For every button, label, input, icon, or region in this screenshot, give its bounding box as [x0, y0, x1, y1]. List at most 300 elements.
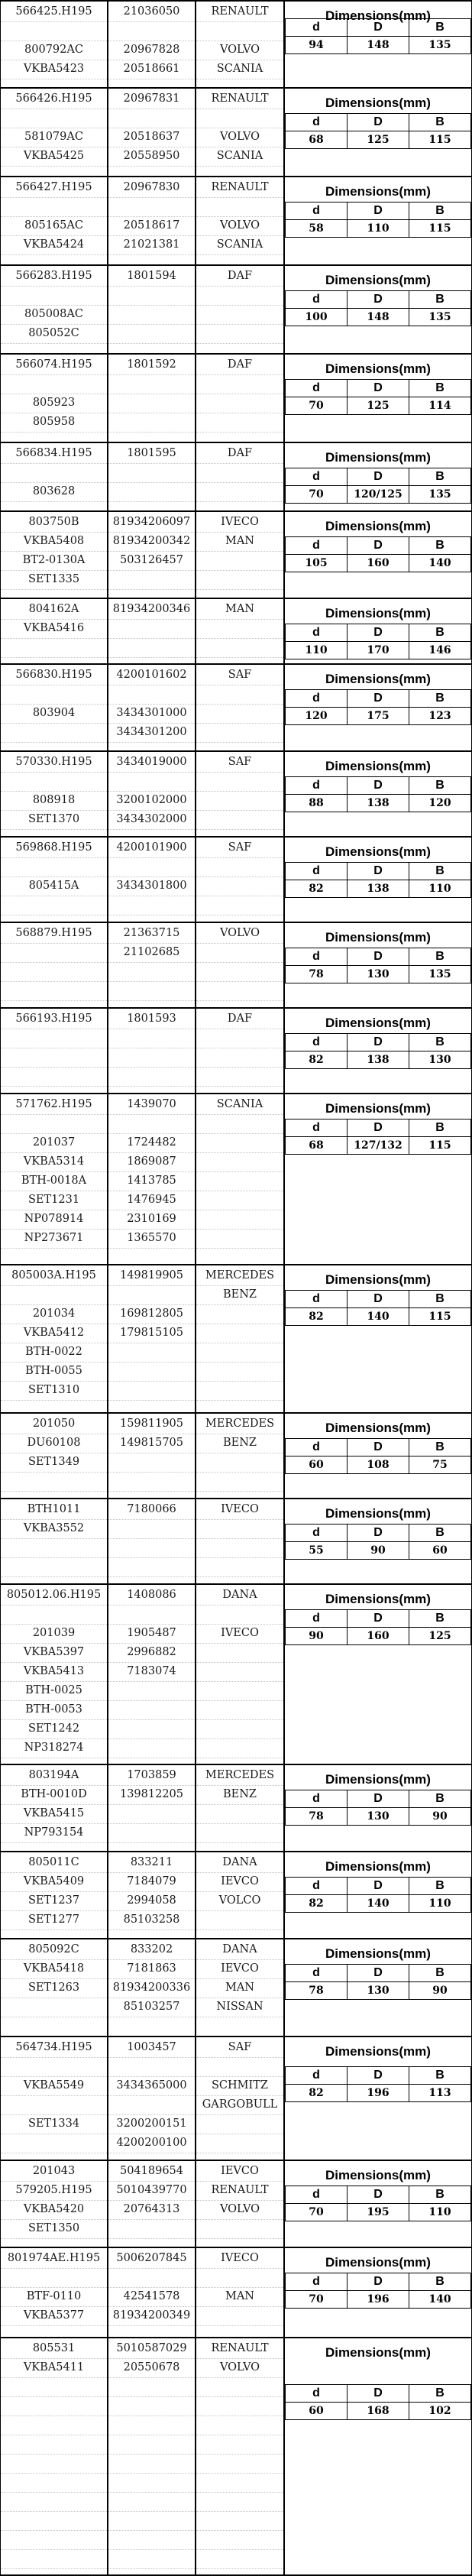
inner-diameter-value: 70 [286, 397, 348, 415]
cell-line [196, 394, 283, 413]
cell-line [196, 1230, 283, 1249]
cell-line [196, 773, 283, 792]
cell-line [196, 1134, 283, 1153]
width-value: 90 [409, 1982, 471, 2000]
cell-line [196, 963, 283, 982]
dimension-label-b: B [409, 1291, 471, 1308]
cross-reference-column [1, 267, 107, 344]
catalog-row [1, 87, 471, 176]
cell-line: 1801593 [108, 1010, 195, 1029]
outer-diameter-value: 196 [348, 2085, 409, 2102]
dimensions-title: Dimensions(mm) [325, 96, 431, 110]
inner-diameter-value: 82 [286, 1051, 348, 1069]
width-value: 113 [409, 2085, 471, 2102]
cell-line: 833211 [108, 1854, 195, 1873]
cell-line: VKBA5415 [1, 1805, 107, 1824]
vehicle-make-column [196, 666, 283, 743]
cell-line [196, 2134, 283, 2153]
outer-diameter-value: 138 [348, 880, 409, 898]
cell-line [196, 1663, 283, 1682]
dimension-label-d-outer: D [348, 948, 409, 966]
cell-line: 805008AC [1, 306, 107, 325]
cell-line [108, 2269, 195, 2288]
outer-diameter-value: 140 [348, 1308, 409, 1326]
cell-line [1, 724, 107, 743]
dimension-value-row [286, 966, 471, 983]
cell-line [108, 2435, 195, 2454]
dimensions-box [285, 838, 471, 922]
cell-line [196, 705, 283, 724]
cell-line: VKBA5423 [1, 60, 107, 79]
dimension-label-b: B [409, 1439, 471, 1456]
dimension-label-d: d [286, 1525, 348, 1542]
cell-line: 201050 [1, 1415, 107, 1434]
cell-line [196, 2493, 283, 2512]
cross-reference-column [1, 925, 107, 1001]
cell-line: BENZ [196, 1434, 283, 1453]
dimension-header-row [286, 1034, 471, 1051]
cell-line: 20518617 [108, 217, 195, 236]
vehicle-make-column [196, 1941, 283, 2017]
vehicle-make-column [196, 601, 283, 658]
dimension-label-d: d [286, 468, 348, 486]
outer-diameter-value: 195 [348, 2204, 409, 2221]
dimension-label-b: B [409, 624, 471, 642]
cell-line: 803750B [1, 514, 107, 533]
cross-reference-column [1, 666, 107, 743]
cell-line: 808918 [1, 792, 107, 811]
cell-line [196, 620, 283, 639]
inner-diameter-value: 70 [286, 486, 348, 504]
width-value: 135 [409, 309, 471, 326]
cell-line: SET1335 [1, 571, 107, 590]
cross-reference-column [1, 3, 107, 79]
cell-line [196, 2397, 283, 2416]
cell-line: 5006207845 [108, 2250, 195, 2269]
cell-line: VKBA5420 [1, 2201, 107, 2220]
cell-line [108, 1029, 195, 1048]
dimension-value-row [286, 1051, 471, 1069]
cell-line [196, 982, 283, 1001]
dimensions-title: Dimensions(mm) [325, 184, 431, 199]
cell-line: 20967828 [108, 41, 195, 60]
vehicle-make-column [196, 1096, 283, 1249]
dimensions-table [285, 1790, 471, 1826]
vehicle-make-column [196, 753, 283, 830]
dimension-label-b: B [409, 777, 471, 795]
oe-number-column [108, 839, 195, 915]
cell-line: 800792AC [1, 41, 107, 60]
cell-line: 1905487 [108, 1625, 195, 1644]
cell-line [196, 1305, 283, 1324]
catalog-row [1, 1007, 471, 1093]
cell-line [108, 375, 195, 394]
cell-line: SET1349 [1, 1453, 107, 1473]
oe-number-column [108, 925, 195, 1001]
cell-line: 570330.H195 [1, 753, 107, 773]
dimensions-title: Dimensions(mm) [325, 2168, 431, 2182]
inner-diameter-value: 120 [286, 708, 348, 725]
cell-line [1, 2512, 107, 2531]
dimension-header-row [286, 380, 471, 397]
catalog-row [1, 1851, 471, 1938]
cell-line [108, 1343, 195, 1363]
width-value: 110 [409, 880, 471, 898]
inner-diameter-value: 88 [286, 795, 348, 812]
cell-line [108, 325, 195, 344]
cell-line [196, 2378, 283, 2397]
cell-line [108, 2531, 195, 2550]
dimension-label-d-outer: D [348, 203, 409, 220]
cell-line: VKBA5412 [1, 1324, 107, 1343]
dimensions-title: Dimensions(mm) [325, 1016, 431, 1030]
dimension-label-d-outer: D [348, 1790, 409, 1808]
vehicle-make-column [196, 90, 283, 167]
cell-line: 42541578 [108, 2288, 195, 2307]
dimension-label-d-outer: D [348, 114, 409, 131]
dimensions-title: Dimensions(mm) [325, 2345, 431, 2360]
cell-line [108, 1520, 195, 1539]
cell-line: MAN [196, 2288, 283, 2307]
cell-line [196, 1048, 283, 1068]
cell-line [196, 2269, 283, 2288]
cell-line [1, 22, 107, 41]
cell-line [196, 2115, 283, 2134]
dimension-label-d-outer: D [348, 1291, 409, 1308]
cell-line [1, 198, 107, 217]
cell-line: SAF [196, 666, 283, 685]
cross-reference-column [1, 1941, 107, 2017]
cell-line: VOLVO [196, 217, 283, 236]
cell-line: 504189654 [108, 2163, 195, 2182]
outer-diameter-value: 90 [348, 1542, 409, 1560]
dimension-header-row [286, 1525, 471, 1542]
dimension-label-d: d [286, 1610, 348, 1628]
cell-line: VKBA5416 [1, 620, 107, 639]
vehicle-make-column [196, 514, 283, 590]
cross-reference-column [1, 1267, 107, 1401]
dimension-header-row [286, 291, 471, 309]
dimension-label-b: B [409, 114, 471, 131]
dimensions-table [285, 689, 471, 725]
vehicle-make-column [196, 267, 283, 344]
cell-line: SET1370 [1, 811, 107, 830]
dimensions-table [285, 624, 471, 659]
inner-diameter-value: 78 [286, 1982, 348, 2000]
cell-line [196, 724, 283, 743]
dimension-label-d-outer: D [348, 1439, 409, 1456]
cell-line [196, 1210, 283, 1230]
cell-line: 566426.H195 [1, 90, 107, 109]
dimensions-table [285, 2384, 471, 2420]
cell-line [196, 2416, 283, 2435]
cell-line [1, 963, 107, 982]
dimensions-table [285, 1438, 471, 1474]
cell-line: 803904 [1, 705, 107, 724]
cell-line: 3434019000 [108, 753, 195, 773]
cell-line: 805011C [1, 1854, 107, 1873]
cell-line: 7181863 [108, 1960, 195, 1979]
dimensions-table [285, 1524, 471, 1560]
cell-line: 1476945 [108, 1191, 195, 1210]
cell-line [108, 1682, 195, 1701]
cell-line [108, 413, 195, 433]
dimension-label-b: B [409, 1120, 471, 1137]
oe-number-column [108, 1941, 195, 2017]
cell-line [1, 2378, 107, 2397]
cell-line: 20967830 [108, 179, 195, 198]
cell-line: RENAULT [196, 2182, 283, 2201]
cell-line: VOLVO [196, 925, 283, 944]
cell-line [196, 944, 283, 963]
dimension-value-row [286, 708, 471, 725]
cell-line [196, 1644, 283, 1663]
dimension-label-b: B [409, 468, 471, 486]
cell-line: DU60108 [1, 1434, 107, 1453]
cell-line: 21021381 [108, 236, 195, 255]
cell-line [108, 639, 195, 658]
cross-reference-column [1, 445, 107, 502]
cell-line: BTH1011 [1, 1501, 107, 1520]
cell-line: MERCEDES [196, 1267, 283, 1286]
cell-line: VKBA5549 [1, 2077, 107, 2096]
dimension-label-d-outer: D [348, 1120, 409, 1137]
dimensions-title: Dimensions(mm) [325, 930, 431, 945]
width-value: 90 [409, 1808, 471, 1826]
cell-line [108, 620, 195, 639]
inner-diameter-value: 68 [286, 131, 348, 149]
dimension-header-row [286, 1878, 471, 1895]
cell-line: 805531 [1, 2340, 107, 2359]
inner-diameter-value: 60 [286, 2403, 348, 2420]
cell-line: 85103258 [108, 1911, 195, 1930]
cell-line: 2994058 [108, 1892, 195, 1911]
dimension-label-d-outer: D [348, 19, 409, 37]
width-value: 123 [409, 708, 471, 725]
oe-number-column [108, 445, 195, 502]
cell-line [108, 1539, 195, 1558]
cell-line: SCANIA [196, 147, 283, 167]
dimension-label-d-outer: D [348, 537, 409, 555]
dimension-label-b: B [409, 1610, 471, 1628]
dimensions-box [285, 1585, 471, 1764]
dimensions-table [285, 862, 471, 898]
cell-line: SET1263 [1, 1979, 107, 1998]
cell-line: SAF [196, 753, 283, 773]
dimension-header-row [286, 863, 471, 880]
catalog-row [1, 353, 471, 442]
cell-line [108, 1558, 195, 1577]
cell-line: 1801594 [108, 267, 195, 287]
cell-line [1, 1068, 107, 1087]
catalog-row [1, 2160, 471, 2247]
dimensions-title: Dimensions(mm) [325, 1592, 431, 1606]
vehicle-make-column [196, 1854, 283, 1930]
inner-diameter-value: 90 [286, 1628, 348, 1645]
cell-line: 139812205 [108, 1786, 195, 1805]
dimension-label-d-outer: D [348, 1610, 409, 1628]
cell-line: 20967831 [108, 90, 195, 109]
cell-line: IVECO [196, 514, 283, 533]
dimensions-box [285, 1765, 471, 1851]
dimensions-title: Dimensions(mm) [325, 1772, 431, 1787]
cell-line [196, 1558, 283, 1577]
cell-line: VKBA5397 [1, 1644, 107, 1663]
inner-diameter-value: 78 [286, 1808, 348, 1826]
cell-line [196, 375, 283, 394]
cell-line: SET1237 [1, 1892, 107, 1911]
outer-diameter-value: 140 [348, 1895, 409, 1913]
dimension-label-d: d [286, 2186, 348, 2204]
cell-line [196, 1739, 283, 1758]
cell-line: VKBA5413 [1, 1663, 107, 1682]
oe-number-column [108, 601, 195, 658]
cell-line [108, 1720, 195, 1739]
dimension-label-d: d [286, 777, 348, 795]
vehicle-make-column [196, 1767, 283, 1843]
width-value: 110 [409, 2204, 471, 2221]
dimension-label-d: d [286, 1034, 348, 1051]
cell-line: 81934200349 [108, 2307, 195, 2326]
dimension-label-d: d [286, 2067, 348, 2085]
cell-line: 803194A [1, 1767, 107, 1786]
width-value: 135 [409, 37, 471, 54]
cell-line [196, 2474, 283, 2493]
dimension-label-b: B [409, 1790, 471, 1808]
cell-line: 1365570 [108, 1230, 195, 1249]
cell-line: RENAULT [196, 3, 283, 22]
cell-line [1, 2416, 107, 2435]
cell-line: 1413785 [108, 1172, 195, 1191]
cell-line: BTH-0025 [1, 1682, 107, 1701]
cell-line: VKBA5314 [1, 1153, 107, 1172]
dimension-header-row [286, 1120, 471, 1137]
cell-line: 579205.H195 [1, 2182, 107, 2201]
cell-line [108, 1805, 195, 1824]
inner-diameter-value: 82 [286, 880, 348, 898]
width-value: 130 [409, 1051, 471, 1069]
outer-diameter-value: 160 [348, 555, 409, 572]
outer-diameter-value: 170 [348, 642, 409, 659]
cell-line [196, 2220, 283, 2239]
cell-line: MAN [196, 1979, 283, 1998]
outer-diameter-value: 138 [348, 795, 409, 812]
dimensions-title: Dimensions(mm) [325, 759, 431, 773]
vehicle-make-column [196, 1415, 283, 1492]
cell-line: GARGOBULL [196, 2096, 283, 2115]
outer-diameter-value: 108 [348, 1456, 409, 1474]
dimensions-box [285, 2037, 471, 2160]
dimension-label-d-outer: D [348, 1525, 409, 1542]
dimension-header-row [286, 1790, 471, 1808]
dimension-header-row [286, 203, 471, 220]
cell-line [108, 1068, 195, 1087]
oe-number-column [108, 1854, 195, 1930]
catalog-row [1, 663, 471, 750]
cell-line: VKBA5418 [1, 1960, 107, 1979]
cross-reference-column [1, 2039, 107, 2153]
cell-line: 21036050 [108, 3, 195, 22]
dimension-value-row [286, 2403, 471, 2420]
cell-line: 566283.H195 [1, 267, 107, 287]
dimension-label-d-outer: D [348, 1034, 409, 1051]
dimension-value-row [286, 1895, 471, 1913]
dimensions-box [285, 1414, 471, 1498]
cell-line: 7183074 [108, 1663, 195, 1682]
dimension-value-row [286, 37, 471, 54]
outer-diameter-value: 130 [348, 1982, 409, 2000]
cell-line: 566830.H195 [1, 666, 107, 685]
cell-line [196, 792, 283, 811]
cell-line [108, 1473, 195, 1492]
width-value: 60 [409, 1542, 471, 1560]
cell-line [196, 1701, 283, 1720]
cell-line [196, 1824, 283, 1843]
cell-line [108, 2474, 195, 2493]
cell-line [108, 571, 195, 590]
cell-line: 805923 [1, 394, 107, 413]
cell-line: DAF [196, 445, 283, 464]
dimension-label-d: d [286, 1291, 348, 1308]
cross-reference-column [1, 1586, 107, 1758]
cell-line [108, 685, 195, 705]
cell-line: IEVCO [196, 2163, 283, 2182]
dimension-label-b: B [409, 2067, 471, 2085]
cell-line: RENAULT [196, 90, 283, 109]
catalog-row [1, 510, 471, 598]
cell-line: RENAULT [196, 2340, 283, 2359]
dimension-label-b: B [409, 291, 471, 309]
vehicle-make-column [196, 1010, 283, 1087]
width-value: 140 [409, 2291, 471, 2309]
inner-diameter-value: 78 [286, 966, 348, 983]
cell-line: RENAULT [196, 179, 283, 198]
cell-line [1, 2474, 107, 2493]
inner-diameter-value: 70 [286, 2204, 348, 2221]
dimensions-title: Dimensions(mm) [325, 844, 431, 859]
dimension-label-b: B [409, 19, 471, 37]
cell-line [1, 639, 107, 658]
cell-line: BT2-0130A [1, 552, 107, 571]
vehicle-make-column [196, 2039, 283, 2153]
cell-line: 201037 [1, 1134, 107, 1153]
dimension-header-row [286, 2273, 471, 2291]
cell-line [1, 2269, 107, 2288]
cell-line [196, 811, 283, 830]
inner-diameter-value: 82 [286, 1895, 348, 1913]
dimensions-table [285, 202, 471, 238]
dimension-header-row [286, 690, 471, 708]
cell-line: VKBA5411 [1, 2359, 107, 2378]
dimension-value-row [286, 1808, 471, 1826]
cell-line [1, 1286, 107, 1305]
dimension-value-row [286, 1308, 471, 1326]
cell-line: SET1334 [1, 2115, 107, 2134]
catalog-row [1, 836, 471, 922]
dimension-label-d: d [286, 1120, 348, 1137]
dimension-label-b: B [409, 1878, 471, 1895]
cell-line [1, 685, 107, 705]
cell-line: 805012.06.H195 [1, 1586, 107, 1606]
catalog-row [1, 2337, 471, 2576]
cell-line [196, 1382, 283, 1401]
oe-number-column [108, 2163, 195, 2239]
cross-reference-column [1, 514, 107, 590]
cell-line: 4200101900 [108, 839, 195, 858]
cell-line [108, 1382, 195, 1401]
cell-line: BENZ [196, 1786, 283, 1805]
cell-line [196, 2058, 283, 2077]
